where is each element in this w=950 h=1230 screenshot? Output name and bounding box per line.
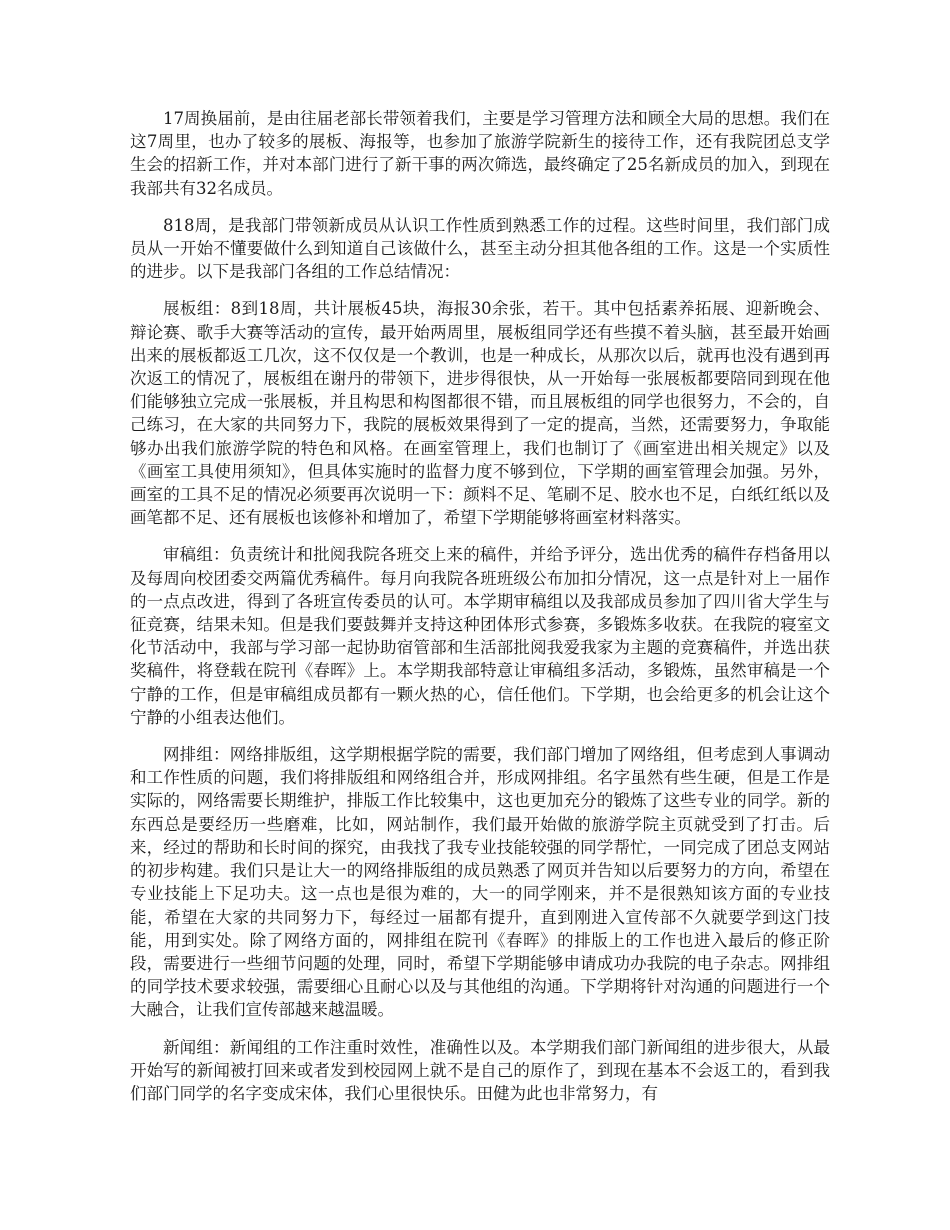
paragraph-display-board-group: 展板组：8到18周，共计展板45块，海报30余张，若干。其中包括素养拓展、迎新晚会、辩论赛、歌手大赛等活动的宣传，最开始两周里，展板组同学还有些摸不着头脑，甚至最开始画出来的展板都返工几次，这不仅仅是一个教训，也是一种成长，从那次以后，就再也没有遇到再次返工的情况了，展板组在谢丹的带领下，进步得很快，从一开始每一张展板都要陪同到现在他们能够独立完成一张展板，并且构思和构图都很不错，而且展板组的同学也很努力，不会的，自己练习，在大家的共同努力下，我院的展板效果得到了一定的提高，当然，还需要努力，争取能够办出我们旅游学院的特色和风格。在画室管理上，我们也制订了《画室进出相关规定》以及《画室工具使用须知》，但具体实施时的监督力度不够到位，下学期的画室管理会加强。另外，画室的工具不足的情况必须要再次说明一下：颜料不足、笔刷不足、胶水也不足，白纸红纸以及画笔都不足、还有展板也该修补和增加了，希望下学期能够将画室材料落实。: [130, 299, 830, 528]
paragraph-news-group: 新闻组：新闻组的工作注重时效性，准确性以及。本学期我们部门新闻组的进步很大，从最开始写的新闻被打回来或者发到校园网上就不是自己的原作了，到现在基本不会返工的，看到我们部门同学的名字变成宋体，我们心里很快乐。田健为此也非常努力，有: [130, 1037, 830, 1103]
paragraph-web-layout-group: 网排组：网络排版组，这学期根据学院的需要，我们部门增加了网络组，但考虑到人事调动和工作性质的问题，我们将排版组和网络组合并，形成网排组。名字虽然有些生硬，但是工作是实际的，网络需要长期维护，排版工作比较集中，这也更加充分的锻炼了这些专业的同学。新的东西总是要经历一些磨难，比如，网站制作，我们最开始做的旅游学院主页就受到了打击。后来，经过的帮助和长时间的探究，由我找了我专业技能较强的同学帮忙，一同完成了团总支网站的初步构建。我们只是让大一的网络排版组的成员熟悉了网页并告知以后要努力的方向，希望在专业技能上下足功夫。这一点也是很为难的，大一的同学刚来，并不是很熟知该方面的专业技能，希望在大家的共同努力下，每经过一届都有提升，直到刚进入宣传部不久就要学到这门技能，用到实处。除了网络方面的，网排组在院刊《春晖》的排版上的工作也进入最后的修正阶段，需要进行一些细节问题的处理，同时，希望下学期能够申请成功办我院的电子杂志。网排组的同学技术要求较强，需要细心且耐心以及与其他组的沟通。下学期将针对沟通的问题进行一个大融合，让我们宣传部越来越温暖。: [130, 745, 830, 1020]
paragraph-review-group: 审稿组：负责统计和批阅我院各班交上来的稿件，并给予评分，选出优秀的稿件存档备用以及每周向校团委交两篇优秀稿件。每月向我院各班班级公布加扣分情况，这一点是针对上一届作的一点点改进，得到了各班宣传委员的认可。本学期审稿组以及我部成员参加了四川省大学生与征竞赛，结果未知。但是我们要鼓舞并支持这种团体形式参赛，多锻炼多收获。在我院的寝室文化节活动中，我部与学习部一起协助宿管部和生活部批阅我爱我家为主题的竞赛稿件，并选出获奖稿件，将登载在院刊《春晖》上。本学期我部特意让审稿组多活动，多锻炼，虽然审稿是一个宁静的工作，但是审稿组成员都有一颗火热的心，信任他们。下学期，也会给更多的机会让这个宁静的小组表达他们。: [130, 545, 830, 727]
paragraph-term-transition: 17周换届前，是由往届老部长带领着我们，主要是学习管理方法和顾全大局的思想。我们在这7周里，也办了较多的展板、海报等，也参加了旅游学院新生的接待工作，还有我院团总支学生会的招新工作，并对本部门进行了新干事的两次筛选，最终确定了25名新成员的加入，到现在我部共有32名成员。: [130, 109, 830, 198]
document-body: [130, 107, 830, 1119]
paragraph-weeks-8-18: 818周，是我部门带领新成员从认识工作性质到熟悉工作的过程。这些时间里，我们部门成员从一开始不懂要做什么到知道自己该做什么，甚至主动分担其他各组的工作。这是一个实质性的进步。以下是我部门各组的工作总结情况：: [130, 215, 830, 282]
